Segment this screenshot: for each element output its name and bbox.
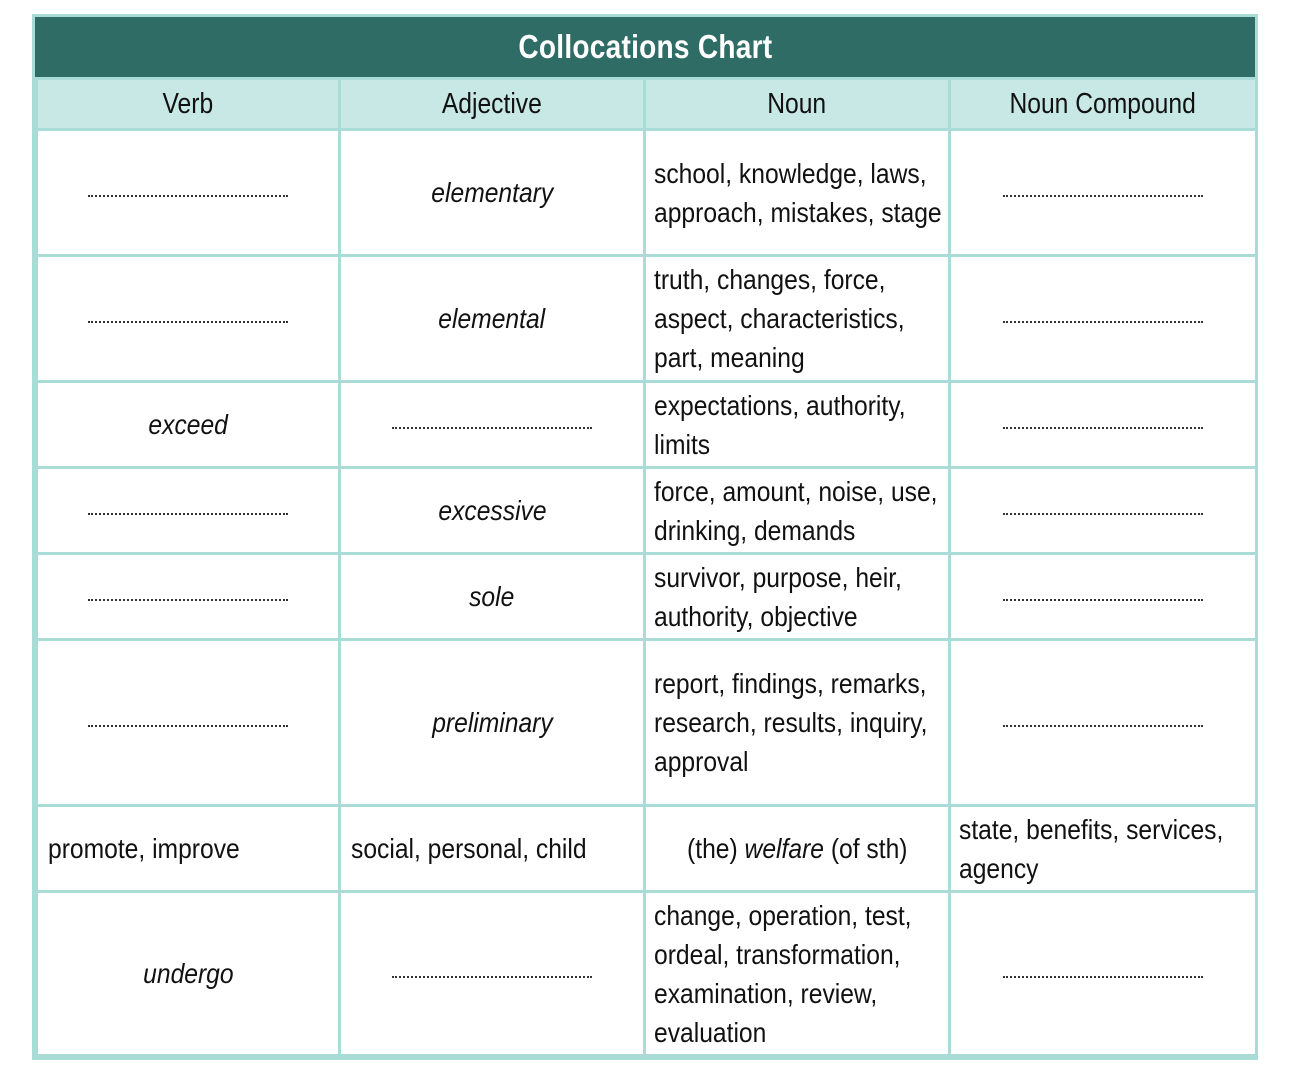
verb-blank[interactable] xyxy=(37,640,340,806)
header-row xyxy=(37,79,1257,130)
noun-cell: report, findings, remarks, research, results, inquiry, approval xyxy=(645,640,950,806)
table-row xyxy=(37,554,1257,640)
adjective-cell: elemental xyxy=(340,256,645,382)
table-row xyxy=(37,640,1257,806)
verb-cell: undergo xyxy=(37,892,340,1056)
noun-cell: survivor, purpose, heir, authority, objective xyxy=(645,554,950,640)
verb-blank[interactable] xyxy=(37,130,340,256)
adjective-blank[interactable] xyxy=(340,892,645,1056)
compound-blank[interactable] xyxy=(950,382,1257,468)
table-row xyxy=(37,468,1257,554)
collocations-chart xyxy=(32,14,1258,1060)
compound-blank[interactable] xyxy=(950,892,1257,1056)
compound-blank[interactable] xyxy=(950,256,1257,382)
verb-blank[interactable] xyxy=(37,468,340,554)
verb-blank[interactable] xyxy=(37,256,340,382)
noun-cell: school, knowledge, laws, approach, mistakes, stage xyxy=(645,130,950,256)
table-row xyxy=(37,256,1257,382)
noun-cell: truth, changes, force, aspect, characteristics, part, meaning xyxy=(645,256,950,382)
collocations-table xyxy=(35,77,1258,1057)
noun-suffix: (of sth) xyxy=(823,833,908,864)
noun-cell: expectations, authority, limits xyxy=(645,382,950,468)
table-row xyxy=(37,382,1257,468)
compound-blank[interactable] xyxy=(950,130,1257,256)
adjective-blank[interactable] xyxy=(340,382,645,468)
compound-blank[interactable] xyxy=(950,640,1257,806)
chart-title-bar xyxy=(35,17,1255,77)
verb-blank[interactable] xyxy=(37,554,340,640)
compound-cell: state, benefits, services, agency xyxy=(950,806,1257,892)
adjective-cell: excessive xyxy=(340,468,645,554)
compound-blank[interactable] xyxy=(950,468,1257,554)
compound-blank[interactable] xyxy=(950,554,1257,640)
adjective-cell: social, personal, child xyxy=(340,806,645,892)
noun-prefix: (the) xyxy=(686,833,745,864)
verb-cell: promote, improve xyxy=(37,806,340,892)
chart-title: Collocations Chart xyxy=(518,28,772,65)
noun-cell: change, operation, test, ordeal, transformation, examination, review, evaluation xyxy=(645,892,950,1056)
noun-cell xyxy=(645,806,950,892)
adjective-cell: preliminary xyxy=(340,640,645,806)
header-noun: Noun xyxy=(645,79,950,130)
header-adjective: Adjective xyxy=(340,79,645,130)
table-row xyxy=(37,130,1257,256)
adjective-cell: sole xyxy=(340,554,645,640)
header-verb: Verb xyxy=(37,79,340,130)
header-noun-compound: Noun Compound xyxy=(950,79,1257,130)
noun-cell: force, amount, noise, use, drinking, demands xyxy=(645,468,950,554)
table-row xyxy=(37,892,1257,1056)
noun-keyword: welfare xyxy=(744,833,824,864)
table-row xyxy=(37,806,1257,892)
adjective-cell: elementary xyxy=(340,130,645,256)
verb-cell: exceed xyxy=(37,382,340,468)
